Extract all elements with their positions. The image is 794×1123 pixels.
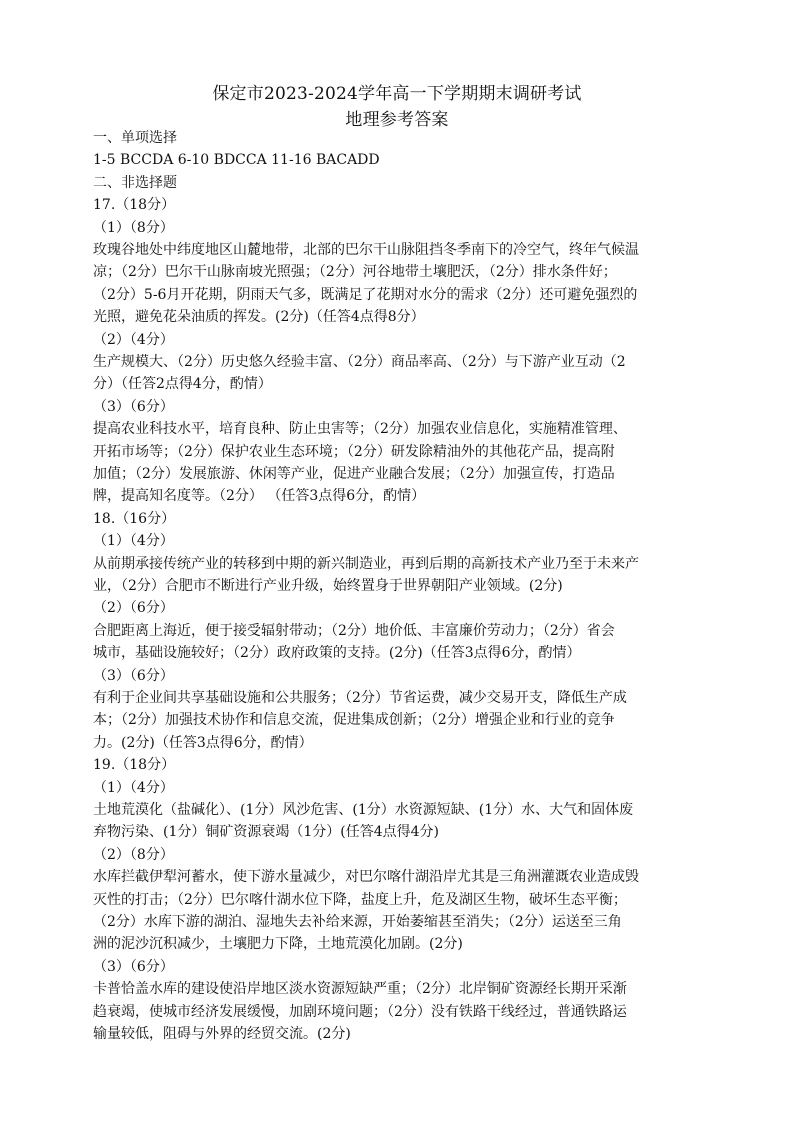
answer-line: 17.（18分） — [93, 197, 176, 214]
answer-line: 有利于企业间共享基础设施和公共服务；（2分）节省运费，减少交易开支，降低生产成 — [93, 690, 627, 706]
answer-line: 合肥距离上海近，便于接受辐射带动；（2分）地价低、丰富廉价劳动力；（2分）省会 — [93, 622, 615, 639]
answer-line: （3）（6分） — [93, 958, 174, 975]
answer-line: 分）（任答2点得4分，酌情） — [93, 376, 272, 393]
answer-line: 洲的泥沙沉积减少，土壤肥力下降，土地荒漠化加剧。(2分) — [93, 936, 463, 953]
answer-line: （1）（4分） — [93, 779, 174, 796]
answer-line: （2）（4分） — [93, 331, 174, 348]
answer-line: 业，（2分）合肥市不断进行产业升级，始终置身于世界朝阳产业领域。(2分) — [93, 578, 563, 594]
answer-line: 开拓市场等；（2分）保护农业生态环境；（2分）研发除精油外的其他花产品，提高附 — [93, 443, 615, 460]
answer-line: 输量较低，阻碍与外界的经贸交流。(2分) — [93, 1026, 351, 1042]
answer-line: （1）（4分） — [93, 533, 174, 550]
document-subtitle: 地理参考答案 — [345, 110, 449, 130]
answer-line: 牌，提高知名度等。（2分） （任答3点得6分，酌情） — [93, 488, 426, 505]
answer-line: 加值；（2分）发展旅游、休闲等产业，促进产业融合发展；（2分）加强宣传，打造品 — [93, 466, 615, 482]
answer-line: 提高农业科技水平，培育良种、防止虫害等；（2分）加强农业信息化，实施精准管理、 — [93, 421, 627, 438]
answer-line: 18.（16分） — [93, 510, 176, 527]
answer-line: 生产规模大、（2分）历史悠久经验丰富、（2分）商品率高、（2分）与下游产业互动（2 — [93, 354, 626, 370]
answer-line: 趋衰竭，使城市经济发展缓慢，加剧环境问题；（2分）没有铁路干线经过，普通铁路运 — [93, 1003, 627, 1020]
document-title: 保定市2023-2024学年高一下学期期末调研考试 — [212, 84, 582, 104]
answer-line: 1-5 BCCDA 6-10 BDCCA 11-16 BACADD — [93, 152, 380, 169]
answer-line: 从前期承接传统产业的转移到中期的新兴制造业，再到后期的高新技术产业乃至于未来产 — [93, 555, 639, 572]
answer-line: （2分）5-6月开花期，阴雨天气多，既满足了花期对水分的需求（2分）还可避免强烈的 — [93, 286, 638, 303]
answer-line: 弃物污染、(1分）铜矿资源衰竭（1分）(任答4点得4分) — [93, 824, 440, 841]
answer-line: 力。(2分)（任答3点得6分，酌情） — [93, 734, 313, 751]
answer-line: 玫瑰谷地处中纬度地区山麓地带，北部的巴尔干山脉阻挡冬季南下的冷空气，终年气候温 — [93, 242, 639, 258]
answer-line: （3）（6分） — [93, 667, 174, 684]
answer-line: 城市，基础设施较好；（2分）政府政策的支持。(2分)（任答3点得6分，酌情） — [93, 645, 581, 662]
answer-line: 一、单项选择 — [93, 130, 177, 146]
answer-line: （2分）水库下游的湖泊、湿地失去补给来源，开始萎缩甚至消失；（2分）运送至三角 — [93, 914, 622, 930]
answer-line: （2）（6分） — [93, 600, 174, 617]
answer-line: 水库拦截伊犁河蓄水，使下游水量减少，对巴尔喀什湖沿岸尤其是三角洲灌溉农业造成毁 — [93, 869, 639, 886]
answer-line: 19.（18分） — [93, 757, 176, 774]
answer-line: 凉；（2分）巴尔干山脉南坡光照强；（2分）河谷地带土壤肥沃，（2分）排水条件好； — [93, 264, 617, 281]
answer-line: 本；（2分）加强技术协作和信息交流，促进集成创新；（2分）增强企业和行业的竞争 — [93, 712, 615, 729]
answer-line: 光照，避免花朵油质的挥发。(2分)（任答4点得8分） — [93, 309, 425, 326]
answer-line: （1）（8分） — [93, 219, 174, 236]
answer-line: 二、非选择题 — [93, 174, 177, 191]
answer-line: （3）（6分） — [93, 398, 174, 415]
answer-line: （2）（8分） — [93, 846, 174, 863]
answer-line: 土地荒漠化（盐碱化）、(1分）风沙危害、(1分）水资源短缺、(1分）水、大气和固体废 — [93, 802, 634, 818]
answer-line: 灭性的打击；（2分）巴尔喀什湖水位下降，盐度上升，危及湖区生物，破坏生态平衡； — [93, 891, 627, 908]
answer-line: 卡普恰盖水库的建设使沿岸地区淡水资源短缺严重；（2分）北岸铜矿资源经长期开采渐 — [93, 981, 627, 998]
